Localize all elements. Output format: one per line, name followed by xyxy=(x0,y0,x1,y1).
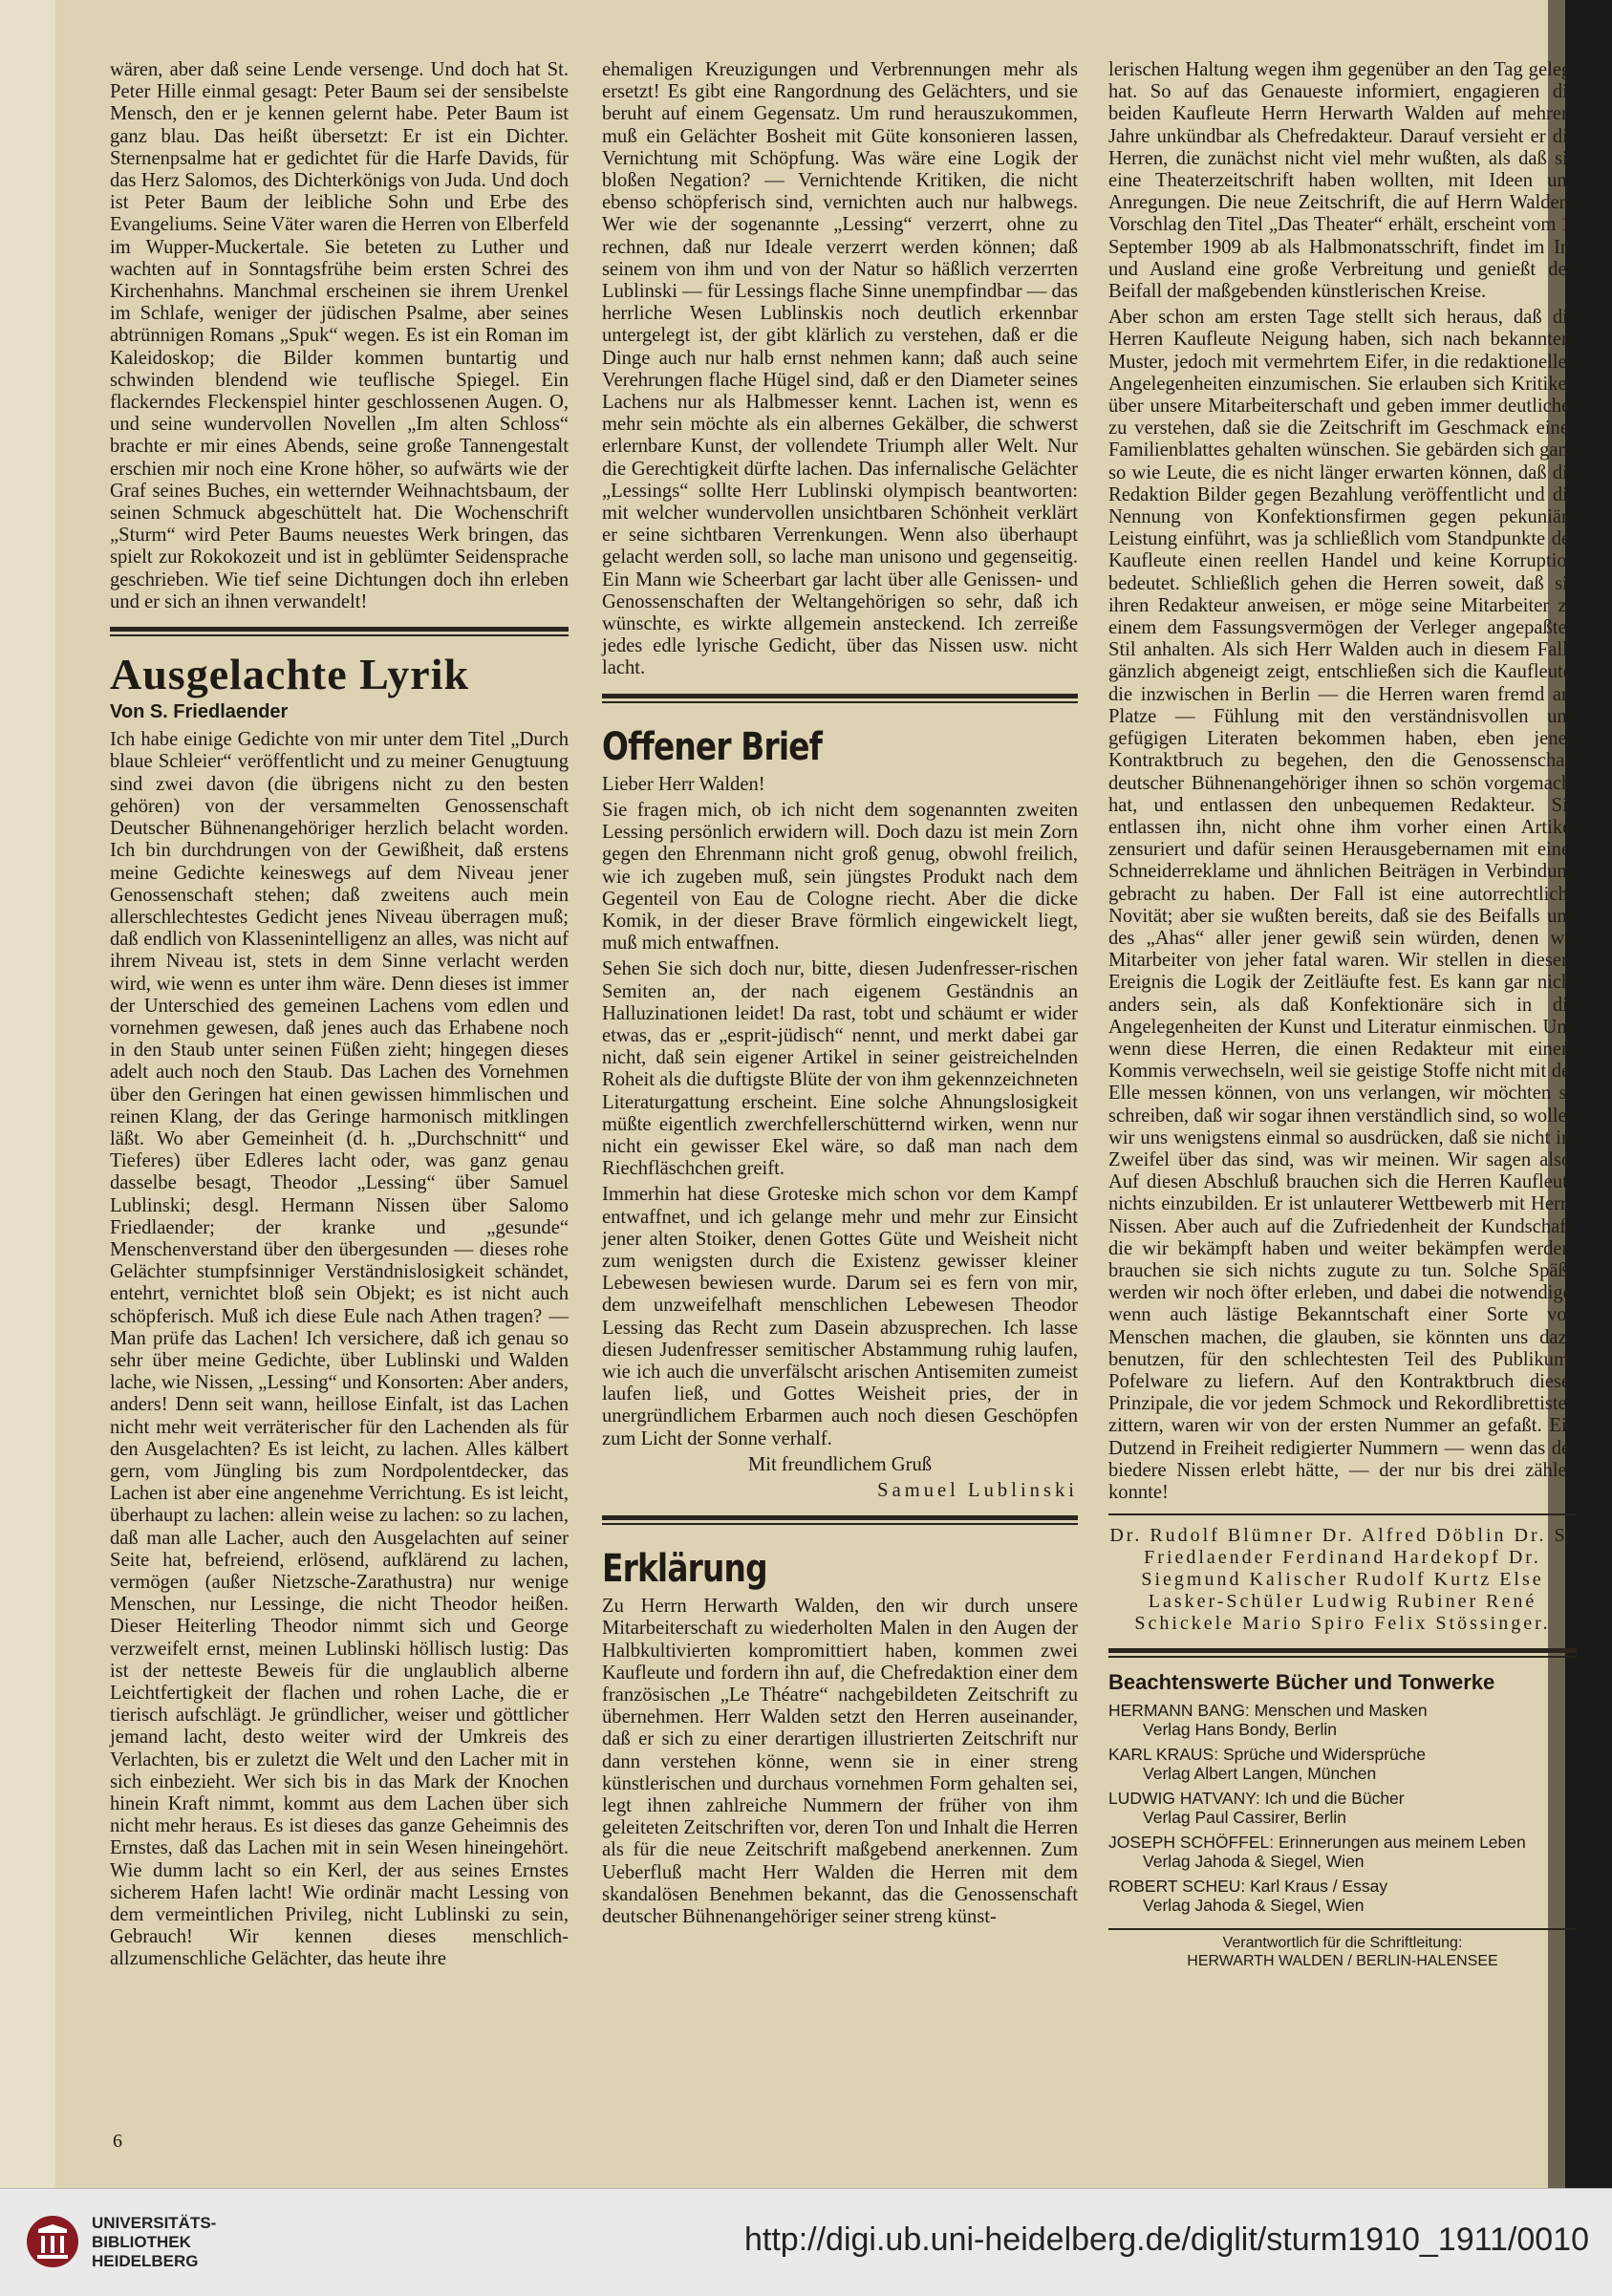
section-divider xyxy=(1108,1648,1577,1658)
paragraph: lerischen Haltung wegen ihm gegenüber an den Tag gelegt hat. So auf das Genaueste informiert, engagieren die beiden Kaufleute Herrn Herwarth Walden auf mehrere Jahre unkündbar als Chefredakteur. Darauf versieht er die Herren, die zunächst nicht viel mehr wußten, als daß sie eine Theaterzeitschrift haben wollten, mit Ideen und Anregungen. Die neue Zeitschrift, die auf Herrn Waldens Vorschlag den Titel „Das Theater“ erhält, erscheint vom 1. September 1909 ab als Halbmonatsschrift, findet im In- und Ausland eine große Verbreitung und genießt den Beifall der maßgebenden künstlerischen Kreise. xyxy=(1108,59,1577,303)
section-divider xyxy=(602,694,1078,703)
paragraph: ehemaligen Kreuzigungen und Verbrennungen mehr als ersetzt! Es gibt eine Rangordnung des Gelächters, und sie beruht auf einem Gegensatz. Um rund herauszukommen, muß ein Gelächter Bosheit mit Güte konsonieren lassen, Vernichtung mit Schöpfung. Was wäre eine Logik der bloßen Negation? — Vernichtende Kritiken, die nicht ebenso schöpferisch sind, vernichten auch nur halbwegs. Wer wie der sogenannte „Lessing“ verzerrt, ohne zu rechnen, daß nur Ideale verzerrt werden können; daß seinem von ihm und von der Natur so häßlich verzerrten Lublinski — für Lessings flache Sinne unempfindbar — das herrliche Wesen Lublinskis noch deutlich erkennbar untergelegt ist, der gibt klärlich zu verstehen, daß er die Dinge auch nur halb ernst nehmen kann; daß auch seine Verehrungen flache Hügel sind, daß er den Diameter seines Lachens nur als Halbmesser kennt. Lachen ist, wenn es mehr sein möchte als ein albernes Gekälber, die schwerst erlernbare Kunst, der vollendete Triumph aller Welt. Nur die Gerechtigkeit dürfte lachen. Das infernalische Gelächter „Lessings“ sollte Herr Lublinski olympisch beantworten: mit welcher wundervollen unsichtbaren Schönheit verklärt er seine sichtbaren Verrenkungen. Wenn also überhaupt gelacht werden soll, so lache man unisono und gegenseitig. Ein Mann wie Scheerbart gar lacht über alle Genissen- und Genossenschaften der Weltangehörigen so sehr, daß ich wünschte, es wirkte allgemein ansteckend. Ich zerreiße jedes edle lyrische Gedicht, über das Nissen usw. nicht lacht. xyxy=(602,59,1078,679)
column-middle xyxy=(602,59,1078,1932)
source-url-link[interactable]: http://digi.ub.uni-heidelberg.de/diglit/sturm1910_1911/0010 xyxy=(744,2221,1589,2258)
column-left xyxy=(110,59,569,1975)
books-heading: Beachtenswerte Bücher und Tonwerke xyxy=(1108,1670,1495,1695)
book-entry xyxy=(1108,1833,1577,1871)
book-entry xyxy=(1108,1745,1577,1783)
paragraph: Ich habe einige Gedichte von mir unter dem Titel „Durch blaue Schleier“ veröffentlicht und zu meiner Genugtuung sind zwei davon (die übrigens nicht zu den besten gehören) von der versammelten Genossenschaft Deutscher Bühnenangehöriger herzlich belacht worden. Ich bin durchdrungen von der Gewißheit, daß erstens meine Gedichte keineswegs auf dem Niveau jener Genossenschaft stehen; daß zweitens auch mein allerschlechtestes Gedicht jenes Niveau überragen muß; daß endlich von Klassenintelligenz an alles, was nicht auf ihrem Niveau ist, stets in dem Sinne verlacht werden wird, wie wenn es unter ihm wäre. Denn dieses ist immer der Unterschied des gemeinen Lachens vom edlen und vornehmen gewesen, daß jenes auch das Erhabene noch in den Staub unter seinen Füßen zieht; hingegen dieses adelt auch noch den Staub. Das Lachen des Vornehmen über den Geringen hat einen gewissen himmlischen und reinen Klang, der das Geringe harmonisch mitklingen läßt. Wo aber Gemeinheit (d. h. „Durchschnitt“ und Tieferes) über Edleres lacht oder, was ganz genau dasselbe besagt, Theodor „Lessing“ über Samuel Lublinski; desgl. Hermann Nissen über Salomo Friedlaender; der kranke und „gesunde“ Menschenverstand über den übergesunden — dieses rohe Gelächter stumpfsinniger Verständnislosigkeit schändet, entehrt, vernichtet bloß sein Objekt; es ist nicht auch schöpferisch. Muß ich diese Eule nach Athen tragen? — Man prüfe das Lachen! Ich versichere, daß ich genau so sehr über meine Gedichte, über Lublinski und Walden lache, wie Nissen, „Lessing“ und Konsorten: Aber anders, anders! Denn seit wann, heillose Einfalt, ist das Lachen nicht mehr weit verräterischer für den Lachenden als für den Ausgelachten? Es ist leicht, zu lachen. Alles kälbert gern, vom Jüngling bis zum Nordpolentdecker, das Lachen ist aber eine angenehme Verrichtung. Es ist leicht, überhaupt zu lachen: allein weise zu lachen: so zu lachen, daß man alle Lacher, auch den Ausgelachten auf seiner Seite hat, befreiend, erlösend, aufklärend zu lachen, vermögen (außer Nietzsche-Zarathustra) nur wenige Menschen, nur Lessinge, die nicht Theodor heißen. Dieser Heiterling Theodor nimmt sich und George verzweifelt ernst, meinen Lublinski höllisch lustig: Das ist der netteste Beweis für die unglaublich alberne Leichtfertigkeit der flachen und rohen Lache, die er tierisch aufschlägt. Je gründlicher, weiser und göttlicher jemand lacht, desto weiter wird der Umkreis des Verlachten, bis er zuletzt die Welt und den Lacher mit in sich einbezieht. Wer sich bis in das Mark der Knochen hinein Kraft nimmt, kommt aus dem Lachen über sich nicht mehr heraus. Es ist dieses das ganze Geheimnis des Ernstes, daß das Lachen mit in sein Wesen hineingehört. Wie dumm lacht so ein Kerl, der aus seines Ernstes sicherem Hafen lacht! Wie ordinär macht Lessing von dem vermeintlichen Privileg, nicht Lublinski zu sein, Gebrauch! Wir kennen dieses menschlich-allzumenschliche Gelächter, das heute ihre xyxy=(110,729,569,1970)
book-entry xyxy=(1108,1701,1577,1739)
section-divider xyxy=(602,1515,1078,1525)
book-title: JOSEPH SCHÖFFEL: Erinnerungen aus meinem Leben xyxy=(1108,1833,1526,1853)
imprint-line: HERWARTH WALDEN / BERLIN-HALENSEE xyxy=(1187,1953,1498,1970)
paragraph: Sie fragen mich, ob ich nicht dem sogenannten zweiten Lessing persönlich erwidern will. Doch dazu ist mein Zorn gegen den Ehrenmann nicht groß genug, obwohl freilich, wie ich zugeben muß, sein jüngstes Produkt nach dem Gegenteil von Eau de Cologne riecht. Aber die dicke Komik, in der dieser Brave förmlich eingewickelt liegt, muß mich entwaffnen. xyxy=(602,799,1078,955)
library-name: UNIVERSITÄTS- BIBLIOTHEK HEIDELBERG xyxy=(92,2214,217,2270)
paragraph: wären, aber daß seine Lende versenge. Und doch hat St. Peter Hille einmal gesagt: Peter Baum sei der sensibelste Mensch, den er je kennen gelernt habe. Peter Baum ist ganz blau. Das heißt übersetzt: Er ist ein Dichter. Sternenpsalme hat er gedichtet für die Harfe Davids, für das Herz Salomos, des Dichterkönigs von Juda. Und doch ist Peter Baum der leibliche Sohn und Erbe des Evangeliums. Seine Väter waren die Herren von Elberfeld im Wupper-Muckertale. Sie beteten zu Luther und wachten auf in Sonntagsfrühe beim ersten Schrei des Kirchenhahns. Manchmal erscheinen sie ihrem Urenkel im Schlafe, weniger der jüdischen Psalme, aber seines abtrünnigen Romans „Spuk“ wegen. Es ist ein Roman im Kaleidoskop; die Bilder kommen buntartig und schwinden blendend wie teuflische Spiegel. Ein flackerndes Fleckenspiel hinter geschlossenen Augen. O, und seine wundervollen Novellen „Im alten Schloss“ brachte er mir eines Abends, seine große Tannengestalt erschien mir noch eine Krone höher, so aufwärts wie der Graf seines Buches, ein wetternder Weihnachtsbaum, der seinen Schmuck abgeschüttelt hat. Die Wochenschrift „Sturm“ wird Peter Baums neuestes Werk bringen, das spielt zur Rokokozeit und ist in geblümter Seidensprache geschrieben. Wie tief seine Dichtungen doch ihn erleben und er sich an ihnen verwandelt! xyxy=(110,59,569,612)
divider xyxy=(1108,1513,1577,1515)
book-entry xyxy=(1108,1877,1577,1915)
book-publisher: Verlag Jahoda & Siegel, Wien xyxy=(1143,1896,1365,1916)
continued-text xyxy=(110,59,569,613)
section-divider xyxy=(110,627,569,636)
article-byline: Von S. Friedlaender xyxy=(110,701,289,723)
declaration-title: Erklärung xyxy=(602,1547,767,1592)
book-publisher: Verlag Paul Cassirer, Berlin xyxy=(1143,1808,1347,1828)
imprint-line: Verantwortlich für die Schriftleitung: xyxy=(1222,1935,1463,1952)
book-title: KARL KRAUS: Sprüche und Widersprüche xyxy=(1108,1745,1427,1765)
imprint xyxy=(1108,1928,1577,1970)
book-title: HERMANN BANG: Menschen und Masken xyxy=(1108,1701,1428,1721)
column-right xyxy=(1108,59,1577,1970)
signatories: Dr. Rudolf Blümner Dr. Alfred Döblin Dr. S. Friedlaender Ferdinand Hardekopf Dr. Siegmund Kalischer Rudolf Kurtz Else Lasker-Schüler Ludwig Rubiner René Schickele Mario Spiro Felix Stössinger. xyxy=(1109,1525,1576,1635)
page-number: 6 xyxy=(113,2131,122,2152)
book-publisher: Verlag Hans Bondy, Berlin xyxy=(1143,1720,1337,1740)
book-title: LUDWIG HATVANY: Ich und die Bücher xyxy=(1108,1789,1405,1809)
book-publisher: Verlag Jahoda & Siegel, Wien xyxy=(1143,1852,1365,1872)
book-entry xyxy=(1108,1789,1577,1827)
university-library-logo-icon xyxy=(25,2214,80,2269)
letter-signature: Samuel Lublinski xyxy=(877,1479,1078,1501)
books-list xyxy=(1108,1701,1577,1915)
letter-title: Offener Brief xyxy=(602,724,823,769)
article-title: Ausgelachte Lyrik xyxy=(110,650,470,699)
book-publisher: Verlag Albert Langen, München xyxy=(1143,1764,1377,1784)
book-title: ROBERT SCHEU: Karl Kraus / Essay xyxy=(1108,1877,1388,1897)
paragraph: Immerhin hat diese Groteske mich schon vor dem Kampf entwaffnet, und ich gelange mehr und mehr zur Einsicht jener alten Stoiker, denen Gottes Güte und Weisheit nicht zum wenigsten durch die Existenz gewisser kleiner Lebewesen bewiesen wurde. Darum sei es fern von mir, dem unzweifelhaft menschlichen Lebewesen Theodor Lessing das Recht zum Dasein abzusprechen. Ich lasse diesen Judenfresser semitischer Abstammung ruhig laufen, wie ich auch die unverfälscht arischen Antisemiten zumeist laufen ließ, und Gottes Weisheit pries, der in unergründlichem Erbarmen auch noch diesen Geschöpfen zum Licht der Sonne verhalf. xyxy=(602,1184,1078,1449)
paragraph: Zu Herrn Herwarth Walden, den wir durch unsere Mitarbeiterschaft zu wiederholten Malen in den Augen der Halbkultivierten kompromittiert haben, kommen zwei Kaufleute und fordern ihn auf, die Chefredaktion einer dem französischen „Le Théatre“ nachgebildeten Zeitschrift zu übernehmen. Herr Walden setzt den Herren auseinander, daß er sich zu einer derartigen illustrierten Zeitschrift nur dann verstehen könne, wenn sie in einer streng künstlerischen und durchaus vornehmen Form gehalten sei, legt ihnen zahlreiche Nummern der früher von ihm geleiteten Zeitschriften vor, deren Ton und Inhalt die Herren als für die neue Zeitschrift maßgebend anerkennen. Zum Ueberfluß macht Herr Walden die Herren mit dem skandalösen Benehmen bekannt, das die Genossenschaft deutscher Bühnenangehöriger seiner streng künst- xyxy=(602,1596,1078,1928)
library-footer xyxy=(0,2188,1612,2296)
paragraph: Aber schon am ersten Tage stellt sich heraus, daß die Herren Kaufleute Neigung haben, sich nach bekanntem Muster, jedoch mit vermehrtem Eifer, in die redaktionellen Angelegenheiten einzumischen. Sie erlauben sich Kritiken über unsere Mitarbeiterschaft und geben immer deutlicher zu verstehen, daß sie die Zeitschrift im Geschmack eines Familienblattes gehalten wünschen. Sie gebärden sich ganz so wie Leute, die es nicht länger erwarten können, daß die Redaktion Bilder gegen Bezahlung veröffentlicht und die Nennung von Konfektionsfirmen gegen pekuniäre Leistung einführt, was ja schließlich vom Standpunkte der Kaufleute einen reellen Handel und keine Korruption bedeutet. Schließlich gehen die Herren soweit, daß sie ihren Redakteur anweisen, er möge seine Mitarbeiter zu einem dem Fassungsvermögen der Verleger angepaßten Stil anhalten. Als sich Herr Walden auch in diesem Falle gänzlich abgeneigt zeigt, entschließen sich die Kaufleute, die inzwischen in Berlin — die Herren waren fremd am Platze — Fühlung mit den verständnisvollen und gefügigen Literaten bekommen haben, eben jenen Kontraktbruch zu begehen, den die Genossenschaft deutscher Bühnenangehöriger ihnen so schön vorgemacht hat, und entlassen den unbequemen Redakteur. Sie entlassen ihn, nicht ohne ihm vorher einen Artikel zensuriert und dafür seinen Herausgebernamen mit einer Schneiderreklame und ähnlichen Beiträgen in Verbindung gebracht zu haben. Der Fall ist eine autorrechtliche Novität; aber sie wußten bereits, daß sie des Beifalls und des „Ahas“ aller jener gewiß sein würden, denen wir Mitarbeiter von jeher fatal waren. Wir stellen in diesem Ereignis die Logik der Zeitläufte fest. Es kann gar nicht anders sein, als daß Konfektionäre sich in die Angelegenheiten der Kunst und Literatur einmischen. Und wenn diese Herren, die einen Redakteur mit einem Kommis verwechseln, weil sie geistige Stoffe nicht mit der Elle messen können, von uns verlangen, wir möchten so schreiben, daß wir sogar ihnen verständlich sind, so wollen wir uns wenigstens einmal so ausdrücken, daß sie nicht im Zweifel über das sind, was wir meinen. Wir sagen also: Auf diesen Abschluß brauchen sich die Herren Kaufleute nichts einzubilden. Er ist unlauterer Wettbewerb mit Herrn Nissen. Aber auch auf die Zufriedenheit der Kundschaft, die wir bekämpft haben und weiter bekämpfen werden, brauchen sie sich nichts zugute zu tun. Solche Späße werden wir noch öfter erleben, und dabei die notwendige, wenn auch lästige Bekanntschaft einer Sorte von Menschen machen, die glauben, sie könnten uns dazu benutzen, für den schlechtesten Teil des Publikums Pofelware zu liefern. Auf den Kontraktbruch dieser Prinzipale, die vor jedem Schmock und Rekordlibrettisten zittern, waren wir von der ersten Nummer an gefaßt. Ein Dutzend in Freiheit redigierter Nummern — wenn das der biedere Nissen erlebt hätte, — der nur bis drei zählen konnte! xyxy=(1108,307,1577,1503)
letter-salutation: Lieber Herr Walden! xyxy=(602,773,765,795)
paragraph: Sehen Sie sich doch nur, bitte, diesen Judenfresser-rischen Semiten an, der nach eigenem Geständnis an Halluzinationen leidet! Da rast, tobt und schäumt er wider etwas, das er „esprit-jüdisch“ nennt, und merkt dabei gar nicht, daß sein eigener Artikel in seiner geistreichelnden Roheit als die duftigste Blüte der von ihm gekennzeichneten Literaturgattung erscheint. Eine solche Ahnungslosigkeit müßte eigentlich zwerchfellerschütternd wirken, wenn nur nicht ein gewisser Ekel wäre, so daß man nach dem Riechfläschchen greift. xyxy=(602,958,1078,1180)
letter-greeting: Mit freundlichem Gruß xyxy=(747,1453,933,1475)
